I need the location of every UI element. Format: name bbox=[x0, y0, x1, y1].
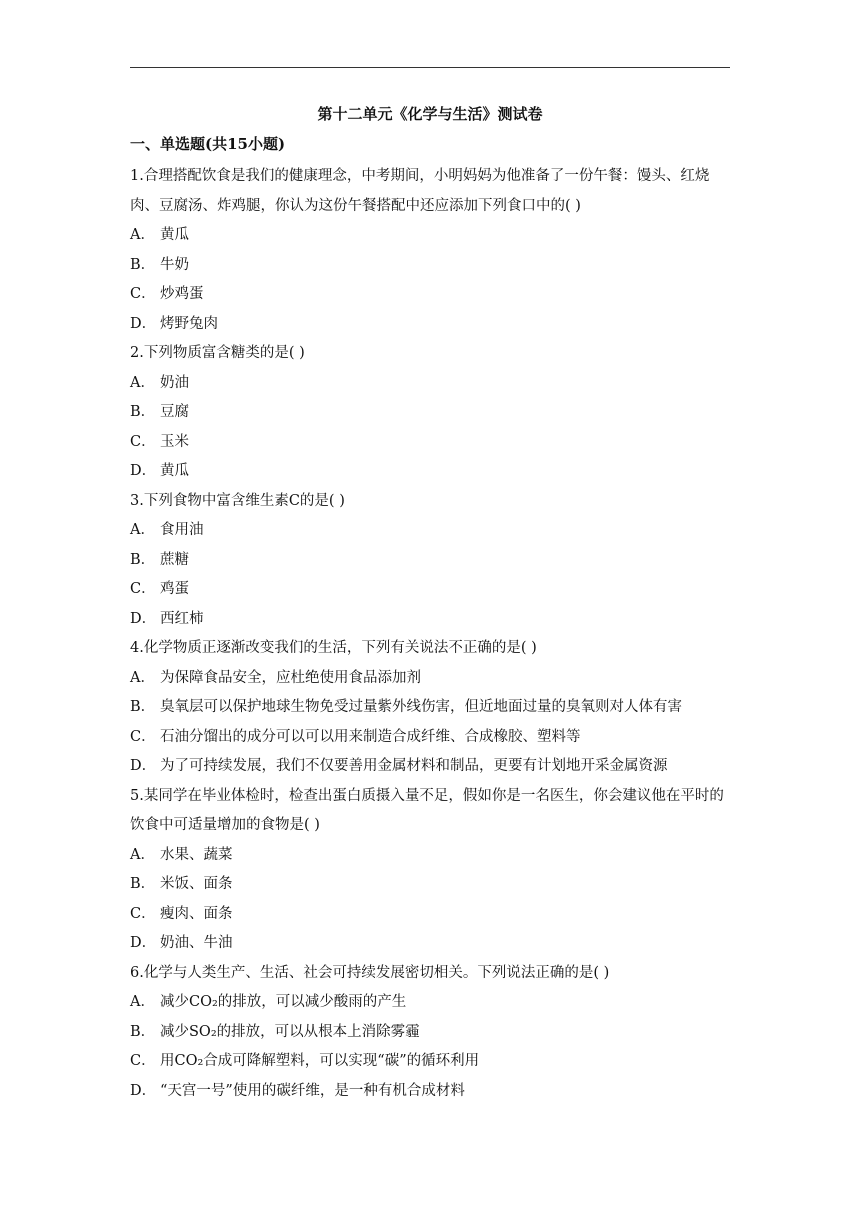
option-c: C． 玉米 bbox=[130, 433, 189, 450]
option-a: A． 为保障食品安全，应杜绝使用食品添加剂 bbox=[130, 669, 421, 686]
option-c: C． 瘦肉、面条 bbox=[130, 905, 233, 922]
question-stem: 1.合理搭配饮食是我们的健康理念，中考期间，小明妈妈为他准备了一份午餐：馒头、红烧肉、豆腐汤、炸鸡腿，你认为这份午餐搭配中还应添加下列食口中的( ) bbox=[130, 168, 710, 214]
question-3 bbox=[130, 487, 730, 635]
question-6 bbox=[130, 959, 730, 1107]
question-4 bbox=[130, 634, 730, 782]
section-heading: 一、单选题(共15小题) bbox=[130, 135, 286, 153]
option-c: C． 用CO₂合成可降解塑料，可以实现“碳”的循环利用 bbox=[130, 1053, 480, 1069]
header-rule bbox=[130, 67, 730, 68]
option-a: A． 食用油 bbox=[130, 522, 204, 538]
option-d: D． 西红柿 bbox=[130, 610, 204, 627]
question-5 bbox=[130, 782, 730, 959]
option-b: B． 豆腐 bbox=[130, 404, 189, 420]
question-stem: 2.下列物质富含糖类的是( ) bbox=[130, 345, 305, 361]
option-b: B． 蔗糖 bbox=[130, 551, 189, 568]
option-b: B． 牛奶 bbox=[130, 256, 189, 273]
question-stem: 3.下列食物中富含维生素C的是( ) bbox=[130, 492, 345, 509]
question-list bbox=[130, 162, 730, 1106]
option-d: D． 为了可持续发展，我们不仅要善用金属材料和制品，更要有计划地开采金属资源 bbox=[130, 758, 668, 774]
option-c: C． 炒鸡蛋 bbox=[130, 286, 204, 302]
question-2 bbox=[130, 339, 730, 487]
option-a: A． 奶油 bbox=[130, 374, 189, 391]
option-b: B． 臭氧层可以保护地球生物免受过量紫外线伤害，但近地面过量的臭氧则对人体有害 bbox=[130, 699, 682, 715]
option-d: D． 奶油、牛油 bbox=[130, 935, 233, 951]
option-c: C． 石油分馏出的成分可以可以用来制造合成纤维、合成橡胶、塑料等 bbox=[130, 728, 581, 745]
page-title: 第十二单元《化学与生活》测试卷 bbox=[317, 105, 543, 123]
option-a: A． 减少CO₂的排放，可以减少酸雨的产生 bbox=[130, 994, 407, 1010]
option-b: B． 米饭、面条 bbox=[130, 876, 233, 892]
option-d: D． “天宫一号”使用的碳纤维，是一种有机合成材料 bbox=[130, 1082, 465, 1099]
option-b: B． 减少SO₂的排放，可以从根本上消除雾霾 bbox=[130, 1023, 420, 1040]
question-stem: 5.某同学在毕业体检时，检查出蛋白质摄入量不足，假如你是一名医生，你会建议他在平时的饮食中可适量增加的食物是( ) bbox=[130, 787, 724, 833]
option-a: A． 水果、蔬菜 bbox=[130, 846, 233, 863]
option-d: D． 黄瓜 bbox=[130, 463, 189, 479]
option-a: A． 黄瓜 bbox=[130, 227, 189, 243]
question-1 bbox=[130, 162, 730, 339]
option-c: C． 鸡蛋 bbox=[130, 581, 189, 597]
question-stem: 6.化学与人类生产、生活、社会可持续发展密切相关。下列说法正确的是( ) bbox=[130, 964, 610, 981]
question-stem: 4.化学物质正逐渐改变我们的生活，下列有关说法不正确的是( ) bbox=[130, 640, 537, 656]
option-d: D． 烤野兔肉 bbox=[130, 315, 218, 332]
